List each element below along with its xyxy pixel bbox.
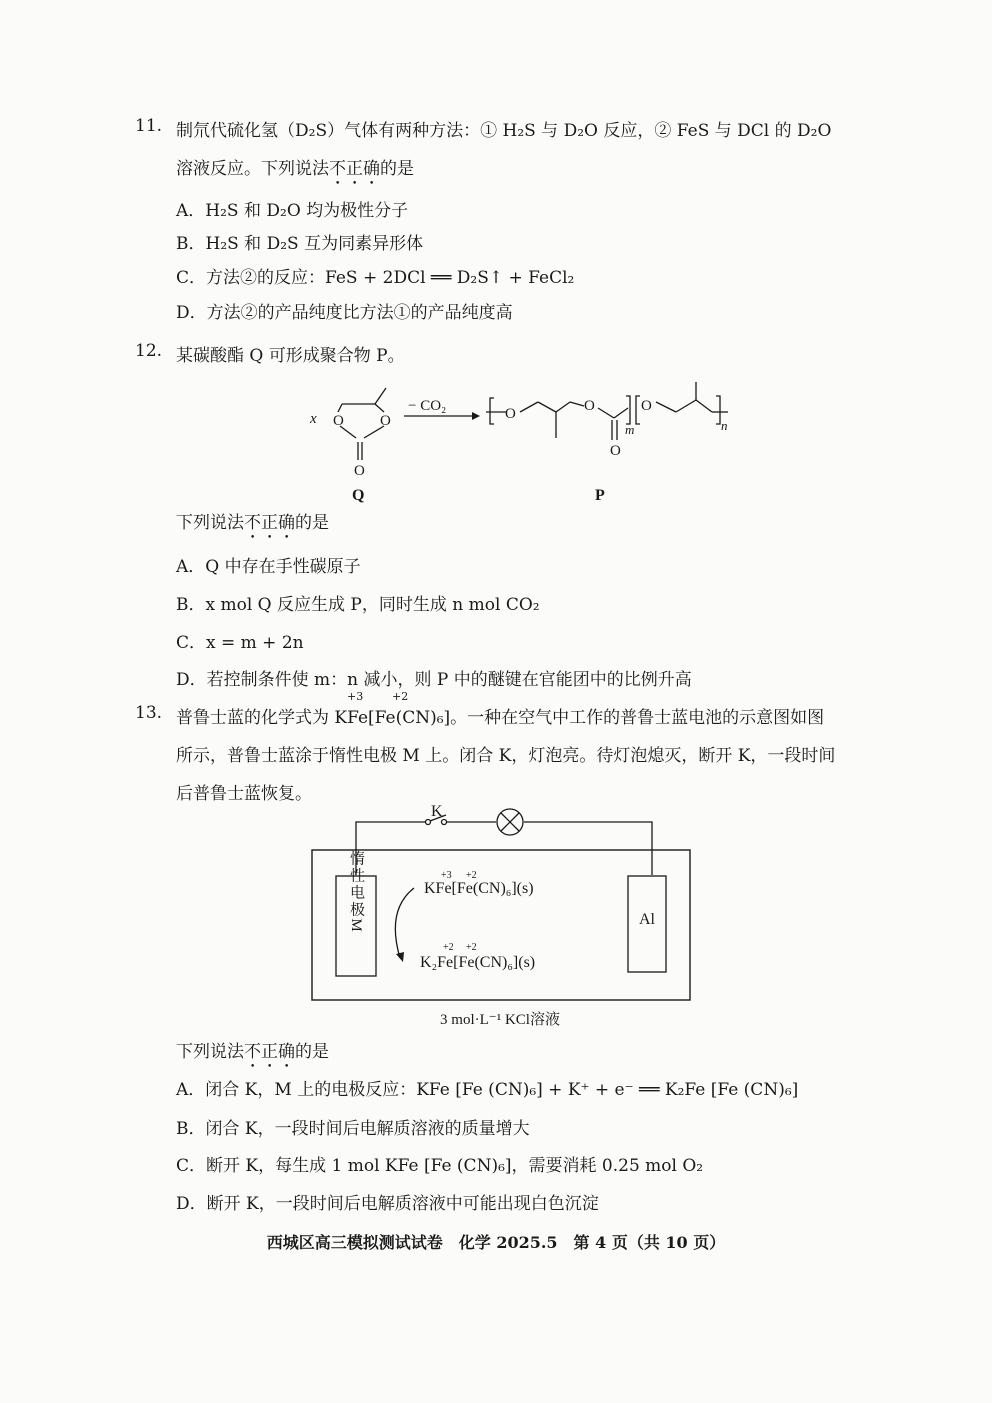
label-p: P xyxy=(595,487,605,504)
arrow-head xyxy=(396,952,404,962)
oxidation-state: +3 xyxy=(347,690,364,703)
option-a: A．闭合 K，M 上的电极反应：KFe [Fe (CN)₆] + K⁺ + e⁻ ══ K₂Fe [Fe (CN)₆] xyxy=(176,1080,799,1100)
electrode-al-label: Al xyxy=(639,911,655,928)
question-prompt xyxy=(176,1037,329,1072)
ester-oxygen: O xyxy=(584,398,595,414)
question-stem-line1: 普鲁士蓝的化学式为 KFe[Fe(CN)₆]。一种在空气中工作的普鲁士蓝电池的示意图如图 xyxy=(176,708,825,728)
oxidation-state: +2 xyxy=(466,870,477,881)
switch-label: K xyxy=(431,803,443,820)
ring-oxygen: O xyxy=(333,413,344,429)
option-b: B．H₂S 和 D₂S 互为同素异形体 xyxy=(176,234,424,254)
option-d: D．断开 K，一段时间后电解质溶液中可能出现白色沉淀 xyxy=(176,1194,599,1214)
prompt-text: 的是 xyxy=(295,513,329,533)
subscript-n: n xyxy=(721,418,728,433)
carbonyl-oxygen: O xyxy=(610,443,621,459)
solution-label: 3 mol·L⁻¹ KCl溶液 xyxy=(440,1012,560,1028)
ether-oxygen: O xyxy=(641,398,652,414)
coefficient-x: x xyxy=(310,411,317,427)
question-stem-line2 xyxy=(176,154,414,189)
question-stem-line2: 所示，普鲁士蓝涂于惰性电极 M 上。闭合 K，灯泡亮。待灯泡熄灭，断开 K，一段时间 xyxy=(176,746,836,766)
curved-arrow xyxy=(395,888,414,958)
question-prompt xyxy=(176,508,329,543)
option-d: D．若控制条件使 m：n 减小，则 P 中的醚键在官能团中的比例升高 xyxy=(176,670,692,690)
oxidation-state: +2 xyxy=(392,690,409,703)
stem-text: 的是 xyxy=(380,159,414,179)
question-stem-line3: 后普鲁士蓝恢复。 xyxy=(176,784,312,804)
molecule-q xyxy=(338,388,386,460)
reaction-scheme xyxy=(300,368,740,504)
option-c: C．方法②的反应：FeS + 2DCl ══ D₂S↑ + FeCl₂ xyxy=(176,268,575,288)
option-b: B．闭合 K，一段时间后电解质溶液的质量增大 xyxy=(176,1119,530,1139)
species-kfe: KFe[Fe(CN)₆](s) xyxy=(424,880,534,897)
option-c: C．x = m + 2n xyxy=(176,633,304,653)
question-stem-line1: 制氘代硫化氢（D₂S）气体有两种方法：① H₂S 与 D₂O 反应，② FeS 与 DCl 的 D₂O xyxy=(176,121,832,141)
prompt-text: 下列说法 xyxy=(176,1042,244,1062)
carbonyl-oxygen: O xyxy=(354,463,365,479)
ring-oxygen: O xyxy=(380,413,391,429)
label-q: Q xyxy=(352,487,365,504)
oxidation-state: +3 xyxy=(441,870,452,881)
electrode-m-label: 惰性电极M xyxy=(348,850,364,934)
page-footer: 西城区高三模拟测试试卷 化学 2025.5 第 4 页（共 10 页） xyxy=(266,1233,726,1252)
ether-oxygen: O xyxy=(505,406,516,422)
emphasis-text: 不正确 xyxy=(244,1042,295,1062)
oxidation-state: +2 xyxy=(443,942,454,953)
question-number: 11. xyxy=(135,116,163,136)
subscript-m: m xyxy=(625,422,635,437)
emphasis-text: 不正确 xyxy=(329,159,380,179)
question-stem: 某碳酸酯 Q 可形成聚合物 P。 xyxy=(176,346,405,366)
lamp-icon xyxy=(497,809,523,835)
stem-text: 溶液反应。下列说法 xyxy=(176,159,329,179)
prompt-text: 的是 xyxy=(295,1042,329,1062)
option-d: D．方法②的产品纯度比方法①的产品纯度高 xyxy=(176,303,513,323)
option-b: B．x mol Q 反应生成 P，同时生成 n mol CO₂ xyxy=(176,595,540,615)
battery-diagram xyxy=(300,800,700,1032)
option-a: A．Q 中存在手性碳原子 xyxy=(176,557,361,577)
circuit-wire xyxy=(356,822,652,875)
option-a: A．H₂S 和 D₂O 均为极性分子 xyxy=(176,201,409,221)
prompt-text: 下列说法 xyxy=(176,513,244,533)
oxidation-state: +2 xyxy=(466,942,477,953)
polymer-p xyxy=(486,382,728,440)
species-k2fe: K₂Fe[Fe(CN)₆](s) xyxy=(420,954,536,971)
question-number: 12. xyxy=(135,341,163,361)
emphasis-text: 不正确 xyxy=(244,513,295,533)
electrolyte-container xyxy=(312,850,690,1000)
reagent-label: − CO₂ xyxy=(408,398,447,414)
arrow-head xyxy=(472,412,480,420)
question-number: 13. xyxy=(135,703,163,723)
option-c: C．断开 K，每生成 1 mol KFe [Fe (CN)₆]，需要消耗 0.25 mol O₂ xyxy=(176,1156,704,1176)
